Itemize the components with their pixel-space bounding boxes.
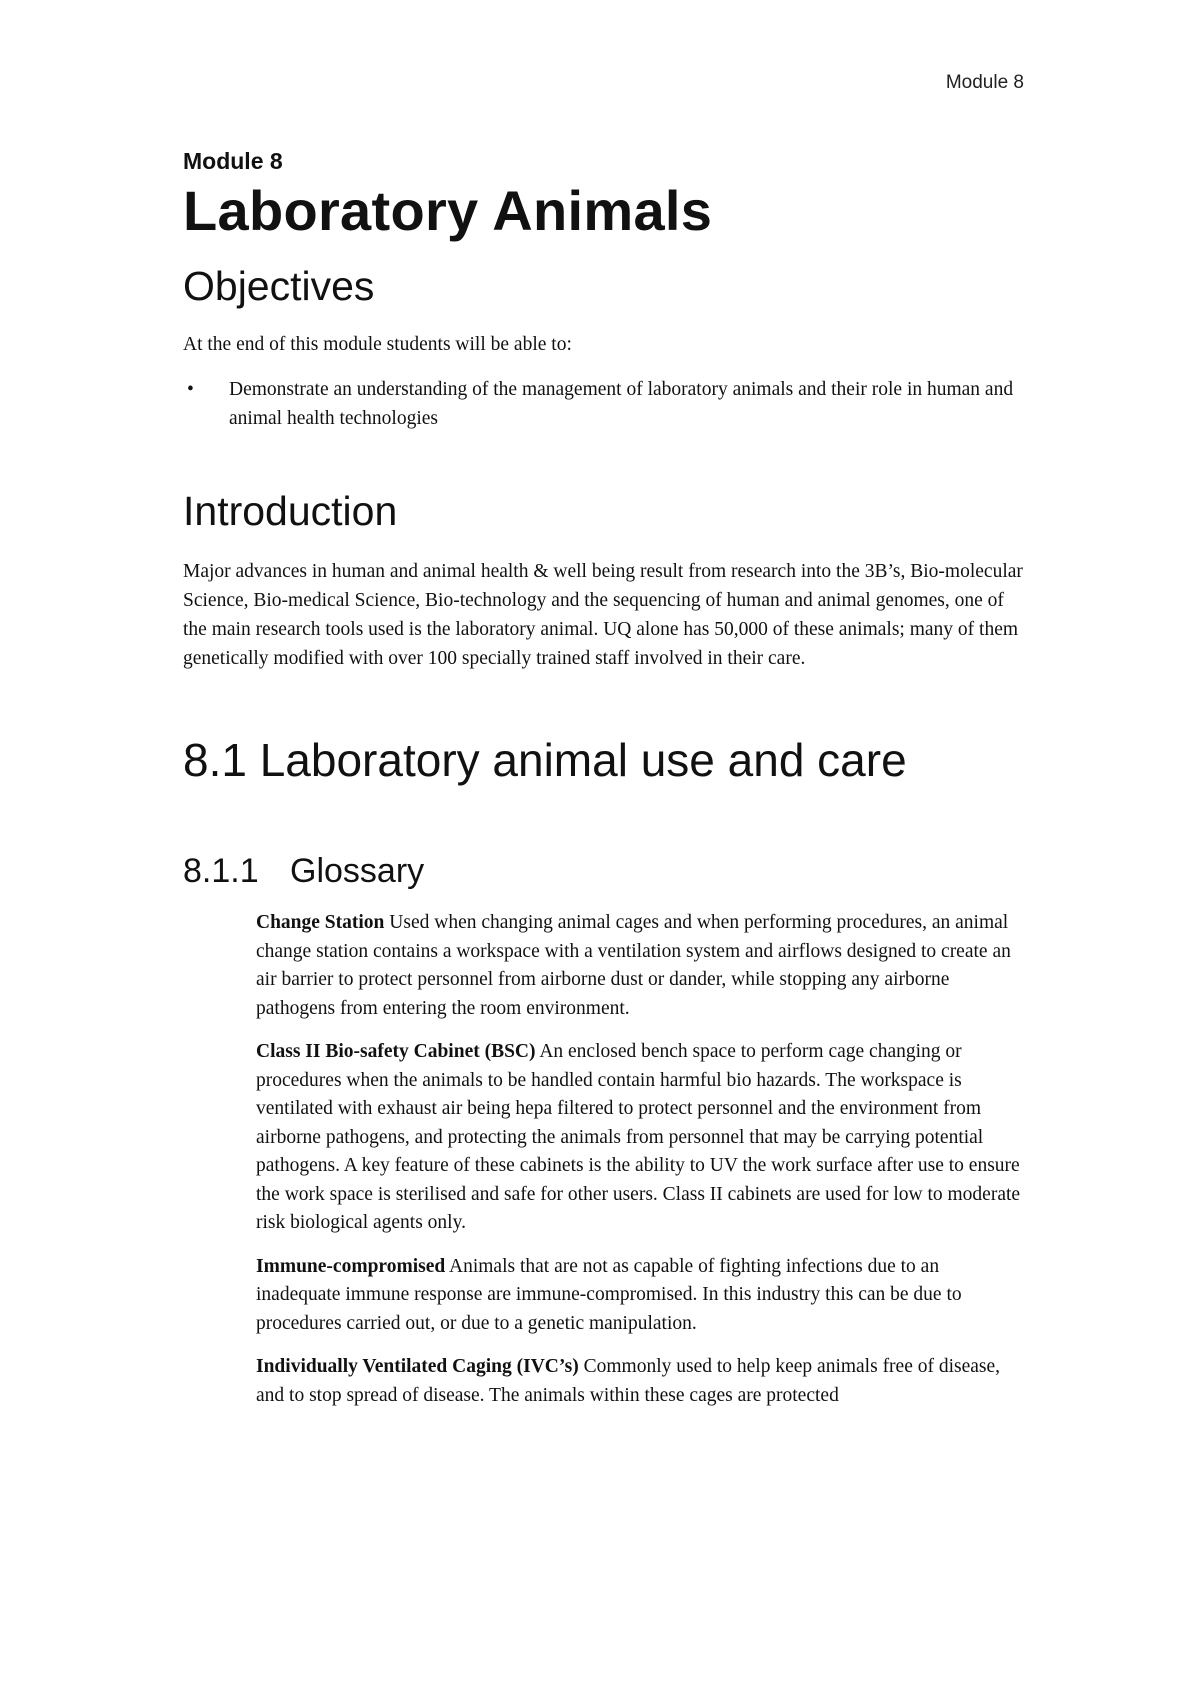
glossary-term: Class II Bio-safety Cabinet (BSC) xyxy=(256,1041,536,1062)
glossary-term: Individually Ventilated Caging (IVC’s) xyxy=(256,1356,579,1377)
document-body xyxy=(183,146,1023,1425)
glossary-list xyxy=(256,909,1026,1410)
glossary-definition: Animals that are not as capable of fighting infections due to an inadequate immune response are immune-compromised. In this industry this can be due to procedures carried out, or due to a genetic manipulation. xyxy=(256,1255,962,1334)
objective-text: Demonstrate an understanding of the management of laboratory animals and their role in human and animal health technologies xyxy=(229,379,1014,429)
glossary-definition: Commonly used to help keep animals free of disease, and to stop spread of disease. The animals within these cages are protected xyxy=(256,1356,1001,1406)
subsection-heading xyxy=(183,849,1023,893)
bullet-icon: • xyxy=(187,379,194,400)
module-label: Module 8 xyxy=(183,148,283,174)
glossary-term: Immune-compromised xyxy=(256,1255,446,1277)
page-title: Laboratory Animals xyxy=(183,179,713,242)
subsection-number: 8.1.1 xyxy=(183,852,259,890)
glossary-entry xyxy=(256,1353,1026,1410)
objectives-lead: At the end of this module students will be able to: xyxy=(183,334,572,355)
glossary-term: Change Station xyxy=(256,912,385,933)
objectives-list xyxy=(183,375,1023,433)
glossary-definition: An enclosed bench space to perform cage changing or procedures when the animals to be handled contain harmful bio hazards. The workspace is ventilated with exhaust air being hepa filtered to protect personnel and the environment from airborne pathogens, and protecting the animals from personnel that may be carrying potential pathogens. A key feature of these cabinets is the ability to UV the work surface after use to ensure the work space is sterilised and safe for other users. Class II cabinets are used for low to moderate risk biological agents only. xyxy=(256,1041,1021,1233)
glossary-entry xyxy=(256,1253,1026,1339)
section-heading: 8.1 Laboratory animal use and care xyxy=(183,734,907,786)
introduction-paragraph: Major advances in human and animal health & well being result from research into the 3B’s, Bio-molecular Science, Bio-medical Science, Bio-technology and the sequencing of human and animal genomes, one of the main research tools used is the laboratory animal. UQ alone has 50,000 of these animals; many of them genetically modified with over 100 specially trained staff involved in their care. xyxy=(183,561,1023,669)
objectives-heading: Objectives xyxy=(183,263,375,309)
introduction-heading: Introduction xyxy=(183,488,398,534)
subsection-title: Glossary xyxy=(290,852,425,890)
objective-item xyxy=(183,375,1023,433)
glossary-entry xyxy=(256,909,1026,1023)
running-header: Module 8 xyxy=(945,72,1024,93)
glossary-entry xyxy=(256,1038,1026,1238)
glossary-definition: Used when changing animal cages and when performing procedures, an animal change station contains a workspace with a ventilation system and airflows designed to create an air barrier to protect personnel from airborne dust or dander, while stopping any airborne pathogens from entering the room environment. xyxy=(256,912,1011,1019)
